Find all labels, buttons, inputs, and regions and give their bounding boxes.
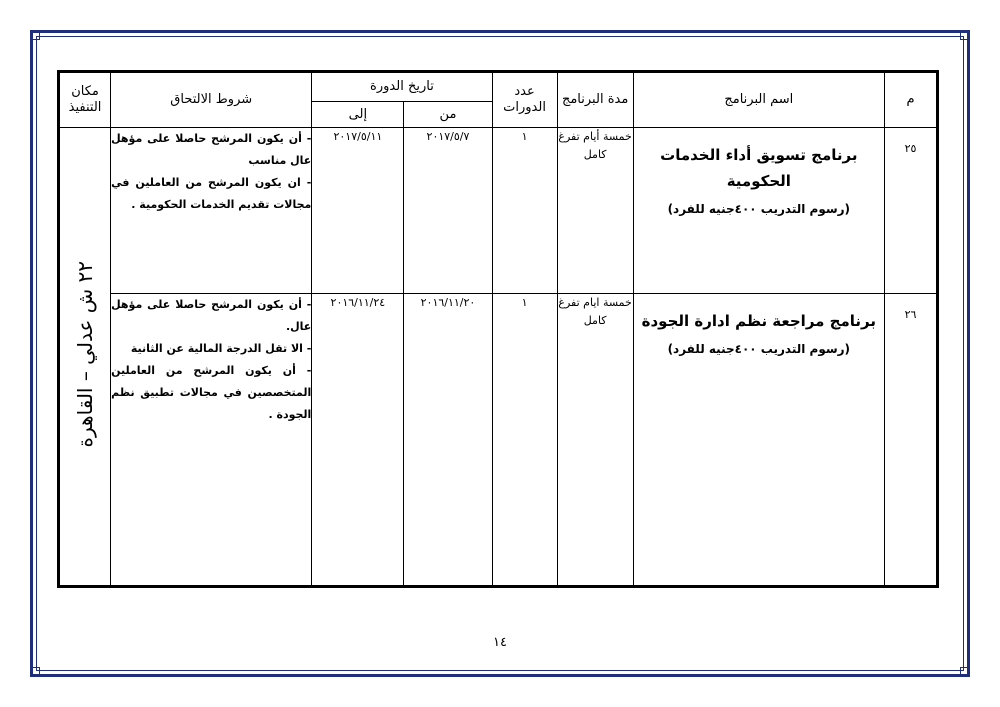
duration-cell: خمسة أيام تفرغ كامل: [557, 128, 633, 294]
row-num: ٢٦: [884, 294, 937, 587]
header-num: م: [884, 72, 937, 128]
program-fee: (رسوم التدريب ٤٠٠جنيه للفرد): [667, 202, 851, 216]
condition-item: - أن يكون المرشح من العاملين المتخصصين في مجالات تطبيق نظم الجودة .: [111, 364, 312, 421]
program-title: برنامج تسويق أداء الخدمات الحكومية: [660, 146, 858, 190]
page-number: ١٤: [493, 635, 507, 650]
conditions-cell: [111, 294, 312, 587]
table-row: [59, 294, 938, 587]
program-cell: [633, 294, 884, 587]
condition-item: - أن يكون المرشح حاصلا على مؤهل عال.: [111, 298, 312, 333]
conditions-cell: [111, 128, 312, 294]
header-sessions: عدد الدورات: [492, 72, 557, 128]
corner-ornament: [30, 667, 40, 677]
header-to: إلى: [312, 102, 404, 128]
date-from-cell: ٢٠١٦/١١/٢٠: [404, 294, 492, 587]
header-duration: مدة البرنامج: [557, 72, 633, 128]
header-from: من: [404, 102, 492, 128]
corner-ornament: [30, 30, 40, 40]
header-conditions: شروط الالتحاق: [111, 72, 312, 128]
date-from-cell: ٢٠١٧/٥/٧: [404, 128, 492, 294]
row-num: ٢٥: [884, 128, 937, 294]
condition-item: - أن يكون المرشح حاصلا على مؤهل عال مناسب: [111, 132, 312, 167]
duration-cell: خمسة ايام تفرغ كامل: [557, 294, 633, 587]
header-program-name: اسم البرنامج: [633, 72, 884, 128]
condition-item: - الا تقل الدرجة المالية عن الثانية: [130, 342, 312, 355]
table-row: [59, 128, 938, 294]
program-fee: (رسوم التدريب ٤٠٠جنيه للفرد): [667, 342, 851, 356]
date-to-cell: ٢٠١٧/٥/١١: [312, 128, 404, 294]
header-date-group: تاريخ الدورة: [312, 72, 492, 102]
corner-ornament: [960, 30, 970, 40]
program-title: برنامج مراجعة نظم ادارة الجودة: [641, 312, 876, 330]
condition-item: - ان يكون المرشح من العاملين في مجالات تقديم الخدمات الحكومية .: [111, 176, 312, 211]
program-cell: [633, 128, 884, 294]
programs-table: [57, 70, 939, 588]
date-to-cell: ٢٠١٦/١١/٢٤: [312, 294, 404, 587]
sessions-cell: ١: [492, 128, 557, 294]
corner-ornament: [960, 667, 970, 677]
location-cell: [59, 128, 111, 587]
header-location: مكان التنفيذ: [59, 72, 111, 128]
sessions-cell: ١: [492, 294, 557, 587]
location-text: ٢٢ ش عدلي – القاهرة: [73, 261, 98, 448]
